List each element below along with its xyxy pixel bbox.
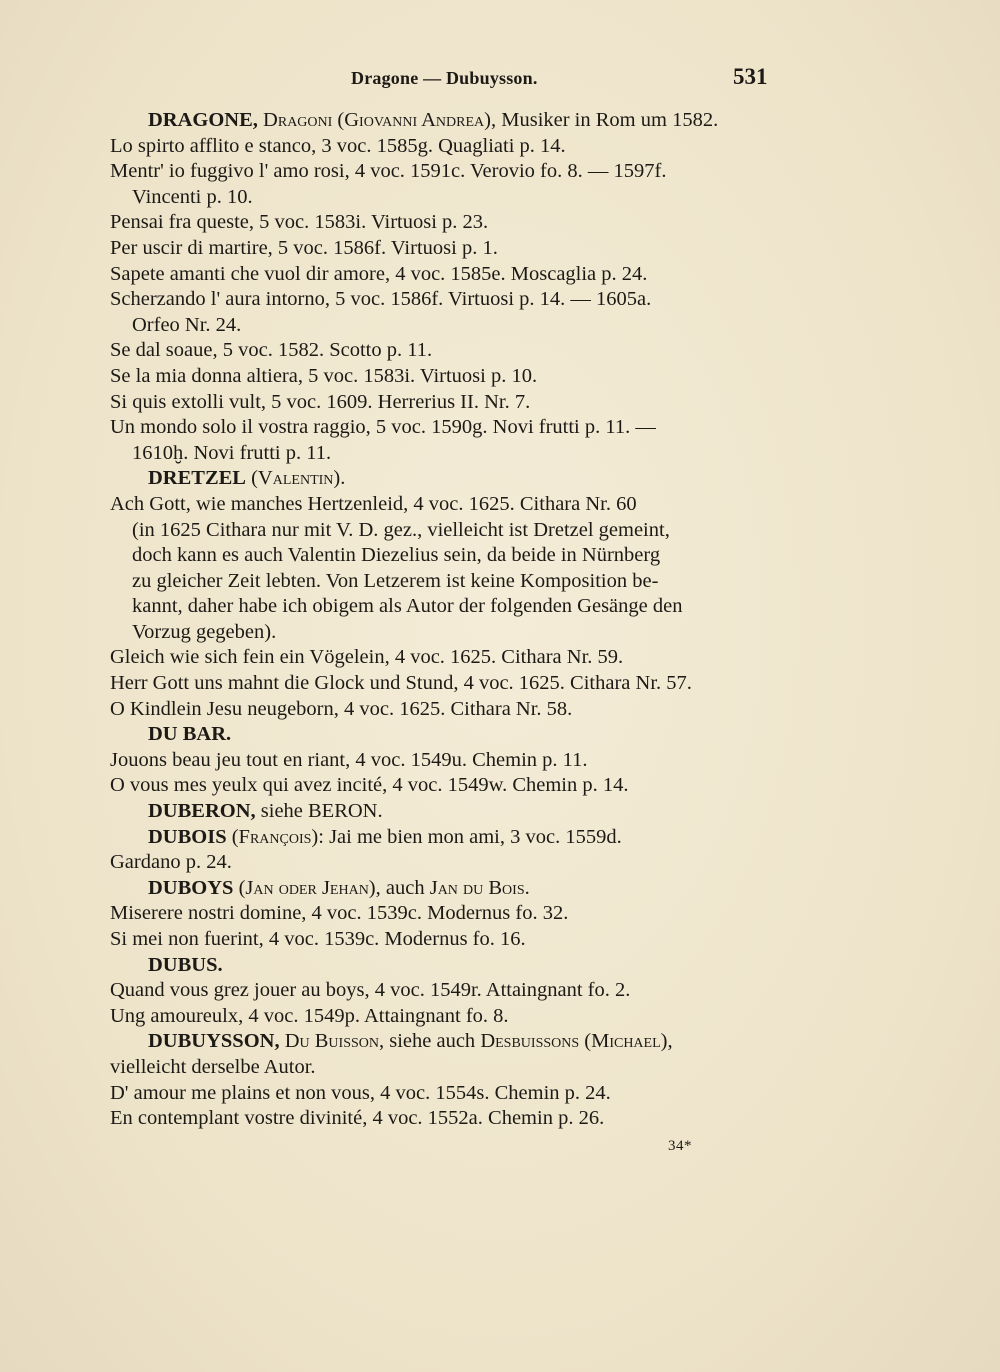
entry-heading-dubus: DUBUS. <box>148 953 223 976</box>
work-line: Mentr' io fuggivo l' amo rosi, 4 voc. 1591c. Verovio fo. 8. — 1597f. <box>110 160 667 183</box>
work-continuation: Gardano p. 24. <box>110 851 232 874</box>
work-line: Un mondo solo il vostra raggio, 5 voc. 1590g. Novi frutti p. 11. — <box>110 416 656 439</box>
work-line: Herr Gott uns mahnt die Glock und Stund, 4 voc. 1625. Cithara Nr. 57. <box>110 672 692 695</box>
work-line: Gleich wie sich fein ein Vögelein, 4 voc. 1625. Cithara Nr. 59. <box>110 646 624 669</box>
entry-heading-duboys: DUBOYS (Jan oder Jehan), auch Jan du Bois. <box>148 876 530 899</box>
note-line: doch kann es auch Valentin Diezelius sein, da beide in Nürnberg <box>132 544 661 567</box>
note-line: kannt, daher habe ich obigem als Autor der folgenden Gesänge den <box>132 595 683 618</box>
signature-mark: 34* <box>668 1138 692 1154</box>
work-line: Ung amoureulx, 4 voc. 1549p. Attaingnant fo. 8. <box>110 1004 509 1027</box>
work-continuation: 1610ḫ. Novi frutti p. 11. <box>132 441 332 464</box>
entry-heading-duberon: DUBERON, siehe BERON. <box>148 800 383 823</box>
work-line: En contemplant vostre divinité, 4 voc. 1552a. Chemin p. 26. <box>110 1107 605 1130</box>
work-continuation: Orfeo Nr. 24. <box>132 313 242 336</box>
work-line: Lo spirto afflito e stanco, 3 voc. 1585g. Quagliati p. 14. <box>110 134 566 157</box>
entry-heading-dretzel: DRETZEL (Valentin). <box>148 467 346 490</box>
work-line: Se la mia donna altiera, 5 voc. 1583i. Virtuosi p. 10. <box>110 364 538 387</box>
entry-heading-dubuysson: DUBUYSSON, Du Buisson, siehe auch Desbuissons (Michael), <box>148 1030 673 1053</box>
work-line: Miserere nostri domine, 4 voc. 1539c. Modernus fo. 32. <box>110 902 569 925</box>
entry-heading-dubois: DUBOIS (François): Jai me bien mon ami, 3 voc. 1559d. <box>148 825 622 848</box>
note-line: Vorzug gegeben). <box>132 620 277 643</box>
work-line: Sapete amanti che vuol dir amore, 4 voc. 1585e. Moscaglia p. 24. <box>110 262 648 285</box>
work-line: Se dal soaue, 5 voc. 1582. Scotto p. 11. <box>110 339 433 362</box>
work-line: Ach Gott, wie manches Hertzenleid, 4 voc. 1625. Cithara Nr. 60 <box>110 492 637 515</box>
note-line: vielleicht derselbe Autor. <box>110 1055 316 1078</box>
entry-heading-dragone: DRAGONE, Dragoni (Giovanni Andrea), Musiker in Rom um 1582. <box>148 109 719 131</box>
work-line: Scherzando l' aura intorno, 5 voc. 1586f. Virtuosi p. 14. — 1605a. <box>110 288 652 311</box>
note-line: (in 1625 Cithara nur mit V. D. gez., vielleicht ist Dretzel gemeint, <box>132 518 670 541</box>
work-continuation: Vincenti p. 10. <box>132 185 253 208</box>
work-line: Jouons beau jeu tout en riant, 4 voc. 1549u. Chemin p. 11. <box>110 748 588 771</box>
work-line: O vous mes yeulx qui avez incité, 4 voc. 1549w. Chemin p. 14. <box>110 774 629 797</box>
entry-heading-du-bar: DU BAR. <box>148 723 232 746</box>
running-head <box>0 64 1000 100</box>
work-line: D' amour me plains et non vous, 4 voc. 1554s. Chemin p. 24. <box>110 1081 611 1104</box>
work-line: Si mei non fuerint, 4 voc. 1539c. Modernus fo. 16. <box>110 928 526 950</box>
work-line: O Kindlein Jesu neugeborn, 4 voc. 1625. Cithara Nr. 58. <box>110 697 573 720</box>
running-title: Dragone — Dubuysson. <box>351 68 538 88</box>
page-number: 531 <box>733 64 768 89</box>
work-line: Pensai fra queste, 5 voc. 1583i. Virtuosi p. 23. <box>110 211 489 234</box>
work-line: Si quis extolli vult, 5 voc. 1609. Herrerius II. Nr. 7. <box>110 390 531 413</box>
catalog-text <box>110 108 790 1132</box>
work-line: Quand vous grez jouer au boys, 4 voc. 1549r. Attaingnant fo. 2. <box>110 979 631 1002</box>
work-line: Per uscir di martire, 5 voc. 1586f. Virtuosi p. 1. <box>110 236 498 259</box>
note-line: zu gleicher Zeit lebten. Von Letzerem ist keine Komposition be- <box>132 569 659 592</box>
